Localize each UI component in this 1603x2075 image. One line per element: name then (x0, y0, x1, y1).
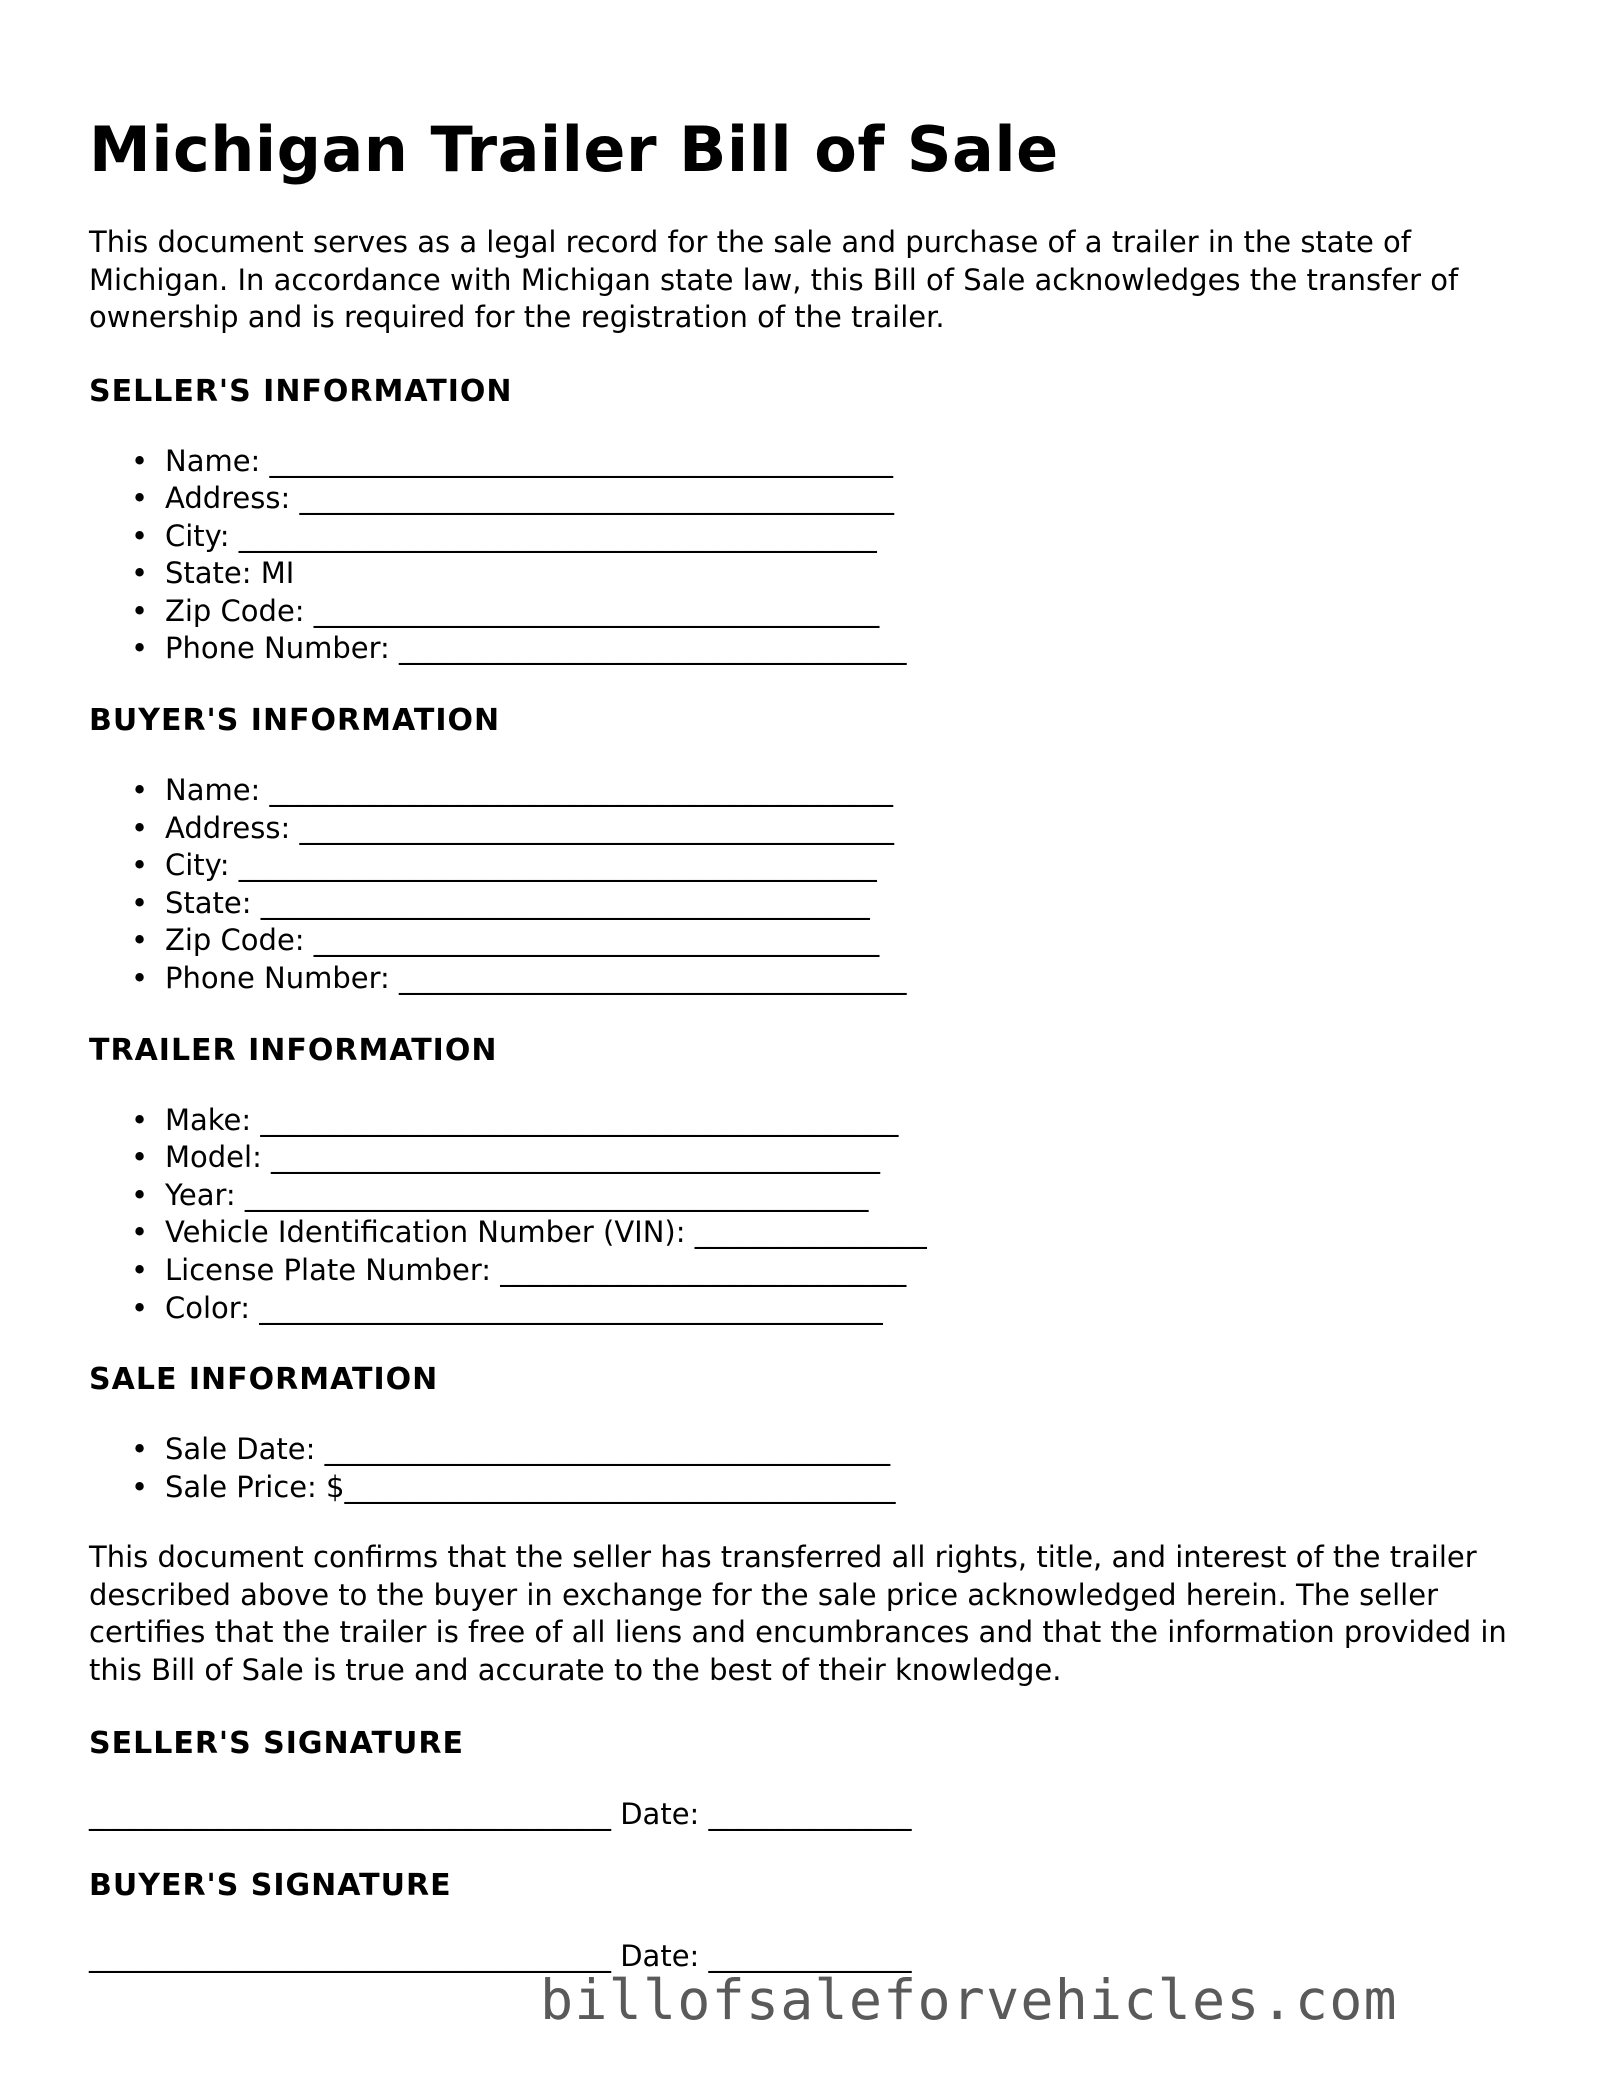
seller-city-field[interactable]: • City: ____________________________________________ (165, 518, 1529, 556)
trailer-info-heading: TRAILER INFORMATION (89, 1032, 498, 1068)
seller-info-list (89, 443, 1529, 669)
trailer-info-list (89, 1102, 1529, 1328)
buyer-zip-field[interactable]: • Zip Code: _______________________________________ (165, 922, 1529, 960)
seller-name-field[interactable]: • Name: ___________________________________________ (165, 443, 1529, 481)
watermark-text: billofsaleforvehicles.com (540, 1968, 1398, 2032)
trailer-model-field[interactable]: • Model: __________________________________________ (165, 1139, 1529, 1177)
seller-info-heading: SELLER'S INFORMATION (89, 373, 513, 409)
buyer-info-list (89, 772, 1529, 998)
buyer-name-field[interactable]: • Name: ___________________________________________ (165, 772, 1529, 810)
seller-zip-field[interactable]: • Zip Code: _______________________________________ (165, 593, 1529, 631)
sale-info-list (89, 1431, 1529, 1506)
buyer-signature-heading: BUYER'S SIGNATURE (89, 1868, 452, 1904)
sale-price-field[interactable]: • Sale Price: $______________________________________ (165, 1469, 1529, 1507)
trailer-color-field[interactable]: • Color: ___________________________________________ (165, 1290, 1529, 1328)
seller-signature-heading: SELLER'S SIGNATURE (89, 1726, 464, 1762)
buyer-address-field[interactable]: • Address: _________________________________________ (165, 810, 1529, 848)
sale-date-field[interactable]: • Sale Date: _______________________________________ (165, 1431, 1529, 1469)
trailer-year-field[interactable]: • Year: ___________________________________________ (165, 1177, 1529, 1215)
buyer-state-field[interactable]: • State: __________________________________________ (165, 885, 1529, 923)
sale-info-heading: SALE INFORMATION (89, 1362, 439, 1398)
seller-state-field: • State: MI (165, 555, 1529, 593)
document-title: Michigan Trailer Bill of Sale (89, 113, 1059, 186)
buyer-info-heading: BUYER'S INFORMATION (89, 703, 501, 739)
buyer-city-field[interactable]: • City: ____________________________________________ (165, 847, 1529, 885)
seller-address-field[interactable]: • Address: _________________________________________ (165, 480, 1529, 518)
certification-paragraph: This document confirms that the seller has transferred all rights, title, and interest of the trailer described above to the buyer in exchange for the sale price acknowledged herein. The seller certifies that the trailer is free of all liens and encumbrances and that the information provided in this Bill of Sale is true and accurate to the best of their knowledge. (89, 1540, 1507, 1687)
seller-signature-line[interactable]: ____________________________________ Date: ______________ (89, 1797, 912, 1832)
trailer-vin-field[interactable]: • Vehicle Identification Number (VIN): ________________ (165, 1214, 1529, 1252)
document-page (89, 110, 1529, 1975)
buyer-phone-field[interactable]: • Phone Number: ___________________________________ (165, 960, 1529, 998)
trailer-plate-field[interactable]: • License Plate Number: ____________________________ (165, 1252, 1529, 1290)
intro-paragraph: This document serves as a legal record for the sale and purchase of a trailer in the state of Michigan. In accordance with Michigan state law, this Bill of Sale acknowledges the transfer of ownership and is required for the registration of the trailer. (89, 225, 1459, 334)
seller-phone-field[interactable]: • Phone Number: ___________________________________ (165, 630, 1529, 668)
buyer-signature-line[interactable]: ____________________________________ Date: ______________ (89, 1939, 912, 1974)
trailer-make-field[interactable]: • Make: ____________________________________________ (165, 1102, 1529, 1140)
